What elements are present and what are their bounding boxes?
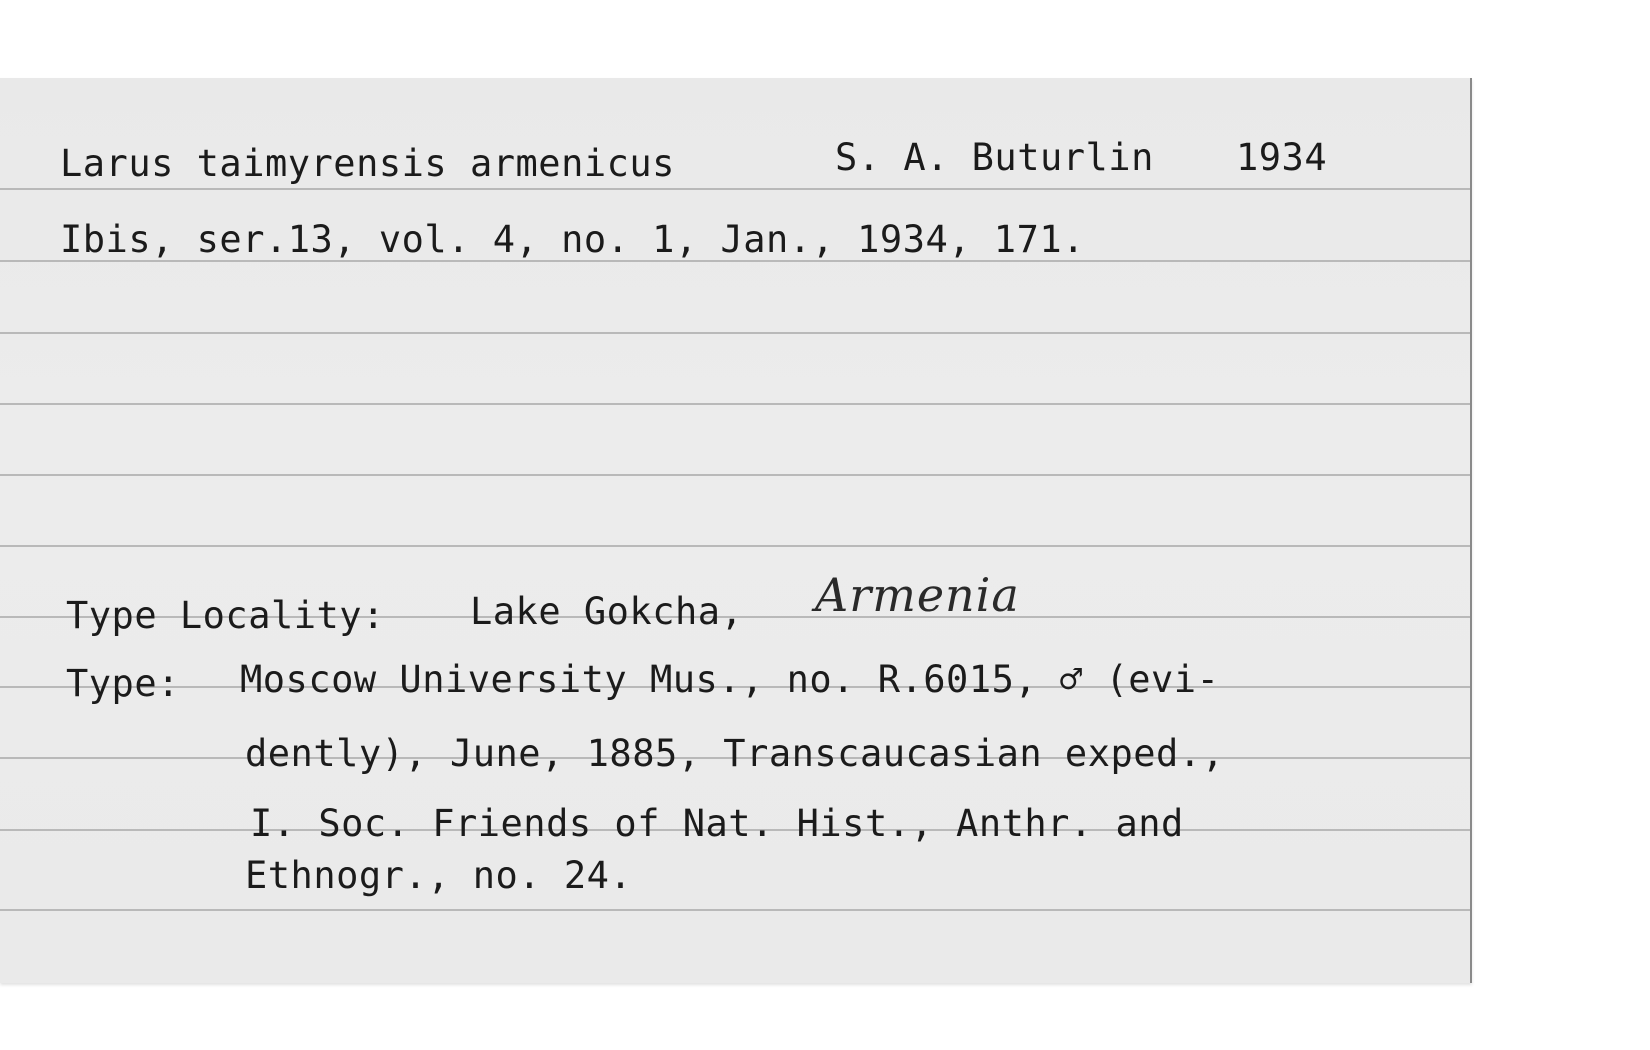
card-rule bbox=[0, 474, 1470, 476]
card-rule bbox=[0, 403, 1470, 405]
citation: Ibis, ser.13, vol. 4, no. 1, Jan., 1934, 171. bbox=[60, 218, 1085, 261]
type-locality-label: Type Locality: bbox=[66, 594, 385, 637]
handwritten-locality: Armenia bbox=[815, 568, 1020, 622]
card-rule bbox=[0, 545, 1470, 547]
taxon-name: Larus taimyrensis armenicus bbox=[60, 142, 675, 185]
card-rule bbox=[0, 332, 1470, 334]
type-line-1: Moscow University Mus., no. R.6015, ♂ (evi- bbox=[240, 658, 1220, 701]
author-year: 1934 bbox=[1236, 136, 1328, 179]
type-line-4: Ethnogr., no. 24. bbox=[245, 854, 633, 897]
index-card bbox=[0, 78, 1472, 983]
card-rule bbox=[0, 188, 1470, 190]
type-locality-value: Lake Gokcha, bbox=[470, 590, 744, 633]
type-label: Type: bbox=[66, 662, 180, 705]
author-name: S. A. Buturlin bbox=[835, 136, 1154, 179]
type-line-3: I. Soc. Friends of Nat. Hist., Anthr. and bbox=[250, 802, 1184, 845]
card-rule bbox=[0, 909, 1470, 911]
type-line-2: dently), June, 1885, Transcaucasian exped., bbox=[245, 732, 1225, 775]
